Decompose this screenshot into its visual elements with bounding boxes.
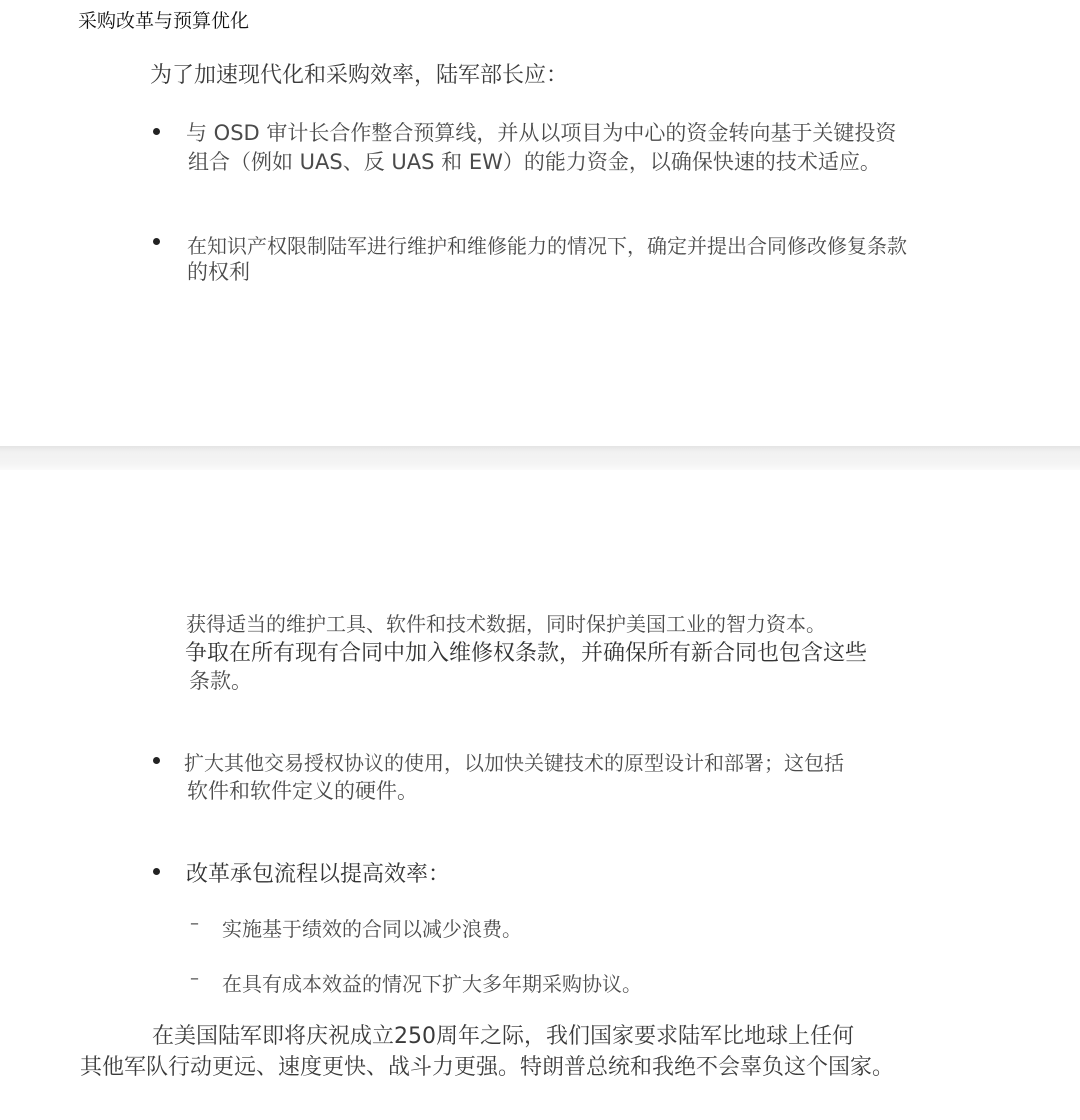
continuation-line-1: 获得适当的维护工具、软件和技术数据，同时保护美国工业的智力资本。 — [186, 612, 826, 636]
intro-paragraph: 为了加速现代化和采购效率，陆军部长应： — [150, 63, 569, 88]
document-page-2 — [0, 470, 1080, 1120]
page-separator — [0, 446, 1080, 470]
subitem-1: 实施基于绩效的合同以减少浪费。 — [222, 917, 522, 941]
bullet-3-line-1: 扩大其他交易授权协议的使用，以加快关键技术的原型设计和部署；这包括 — [184, 751, 844, 775]
bullet-4-line-1: 改革承包流程以提高效率： — [186, 862, 451, 887]
bullet-dot — [153, 238, 160, 245]
continuation-line-2: 争取在所有现有合同中加入维修权条款，并确保所有新合同也包含这些 — [185, 641, 868, 666]
bullet-dot — [153, 128, 160, 135]
bullet-dot — [153, 757, 160, 764]
dash-marker: – — [190, 913, 199, 934]
document-page-1 — [0, 0, 1080, 446]
bullet-1-line-2: 组合（例如 UAS、反 UAS 和 EW）的能力资金，以确保快速的技术适应。 — [188, 150, 881, 174]
bullet-1-line-1: 与 OSD 审计长合作整合预算线，并从以项目为中心的资金转向基于关键投资 — [186, 121, 897, 145]
subitem-2: 在具有成本效益的情况下扩大多年期采购协议。 — [222, 972, 642, 996]
bullet-2-line-1: 在知识产权限制陆军进行维护和维修能力的情况下，确定并提出合同修改修复条款 — [187, 234, 907, 258]
bullet-dot — [153, 868, 160, 875]
continuation-line-3: 条款。 — [189, 669, 252, 693]
closing-line-1: 在美国陆军即将庆祝成立250周年之际，我们国家要求陆军比地球上任何 — [152, 1024, 854, 1049]
bullet-3-line-2: 软件和软件定义的硬件。 — [187, 779, 418, 803]
bullet-2-line-2: 的权利 — [187, 260, 250, 284]
closing-line-2: 其他军队行动更远、速度更快、战斗力更强。特朗普总统和我绝不会辜负这个国家。 — [80, 1055, 895, 1080]
section-heading: 采购改革与预算优化 — [78, 10, 250, 32]
dash-marker: – — [190, 968, 199, 989]
